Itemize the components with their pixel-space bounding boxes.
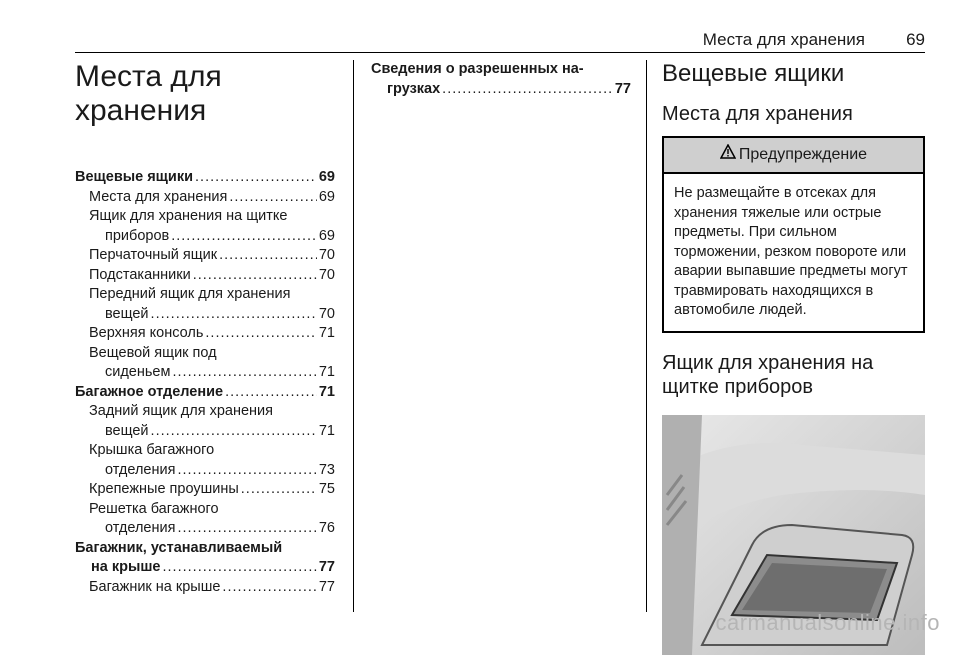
- toc-entry: [75, 246, 335, 266]
- toc-leader-dots: [177, 519, 316, 539]
- toc-entry-text: Перчаточный ящик: [89, 247, 218, 263]
- toc-page-number: 70: [318, 305, 335, 322]
- toc-entry-continuation: приборов: [105, 227, 170, 244]
- toc-entry: [75, 539, 335, 578]
- toc-page-number: 69: [318, 227, 335, 244]
- toc-leader-dots: [219, 246, 317, 266]
- toc-entry: [75, 383, 335, 403]
- toc-column: [75, 60, 335, 597]
- toc-leader-dots: [171, 227, 317, 247]
- toc-entry-text: Сведения о разрешенных на-: [371, 61, 584, 77]
- toc-entry-continuation: вещей: [105, 305, 149, 322]
- toc-page-number: 70: [318, 247, 335, 263]
- toc-entry: [75, 578, 335, 598]
- toc-page-number: 77: [614, 80, 631, 97]
- toc-page-number: 77: [318, 559, 335, 575]
- toc-entry: [75, 285, 335, 324]
- column-divider: [646, 60, 647, 612]
- toc-entry-text: Передний ящик для хранения: [89, 286, 291, 302]
- toc-page-number: 71: [318, 364, 335, 380]
- toc-entry-text: Багажник на крыше: [89, 578, 221, 595]
- toc-page-number: 73: [318, 461, 335, 478]
- table-of-contents-continued: [371, 60, 631, 99]
- toc-entry: [75, 500, 335, 539]
- toc-page-number: 77: [318, 578, 335, 595]
- warning-title: Предупреждение: [738, 146, 868, 163]
- toc-page-number: 69: [318, 188, 335, 205]
- toc-entry-text: Вещевые ящики: [75, 169, 194, 185]
- toc-leader-dots: [442, 80, 613, 100]
- toc-page-number: 71: [318, 422, 335, 439]
- content-column: [662, 60, 925, 655]
- subsection-title: Места для хранения: [662, 103, 853, 125]
- toc-entry-text: Верхняя консоль: [89, 325, 204, 341]
- toc-leader-dots: [151, 422, 317, 442]
- toc-entry: [75, 344, 335, 383]
- toc-entry: [371, 60, 631, 99]
- toc-page-number: 70: [318, 266, 335, 283]
- table-of-contents: [75, 168, 335, 597]
- toc-page-number: 69: [318, 169, 335, 185]
- column-divider: [353, 60, 354, 612]
- toc-entry: [75, 441, 335, 480]
- toc-entry-text: Крепежные проушины: [89, 481, 239, 497]
- toc-entry-text: Решетка багажного: [89, 500, 219, 517]
- toc-entry-text: Задний ящик для хранения: [89, 403, 273, 419]
- toc-entry-text: Места для хранения: [89, 188, 228, 205]
- chapter-title: Места для хранения: [75, 60, 222, 127]
- toc-entry-text: Ящик для хранения на щитке: [89, 208, 288, 224]
- toc-leader-dots: [195, 168, 317, 188]
- toc-entry-text: Багажное отделение: [75, 383, 224, 400]
- toc-leader-dots: [205, 324, 316, 344]
- toc-entry-text: Подстаканники: [89, 266, 191, 283]
- toc-entry: [75, 324, 335, 344]
- toc-page-number: 75: [318, 481, 335, 497]
- toc-leader-dots: [225, 383, 317, 403]
- warning-box: [662, 136, 925, 333]
- toc-entry: [75, 480, 335, 500]
- toc-entry-text: Багажник, устанавливаемый: [75, 539, 283, 556]
- header-title: Места для хранения: [702, 30, 865, 49]
- toc-leader-dots: [241, 480, 317, 500]
- toc-leader-dots: [222, 578, 316, 598]
- toc-leader-dots: [177, 461, 316, 481]
- toc-entry-continuation: отделения: [105, 461, 176, 478]
- subsection-title-2: Ящик для хранения на щитке приборов: [662, 351, 874, 398]
- page-header: [75, 30, 925, 53]
- toc-entry-continuation: на крыше: [91, 559, 161, 575]
- toc-leader-dots: [172, 363, 316, 383]
- toc-entry-continuation: грузках: [387, 80, 441, 97]
- toc-entry-continuation: сиденьем: [105, 364, 171, 380]
- toc-entry-text: Крышка багажного: [89, 442, 215, 458]
- toc-entry-continuation: вещей: [105, 422, 149, 439]
- toc-page-number: 76: [318, 520, 335, 536]
- toc-page-number: 71: [318, 325, 335, 341]
- toc-entry: [75, 188, 335, 208]
- toc-entry: [75, 168, 335, 188]
- toc-entry-text: Вещевой ящик под: [89, 344, 217, 361]
- toc-entry-continuation: отделения: [105, 520, 176, 536]
- page-number: 69: [906, 30, 925, 49]
- toc-entry: [75, 266, 335, 286]
- warning-header: [664, 138, 923, 174]
- toc-leader-dots: [151, 305, 317, 325]
- section-title: Вещевые ящики: [662, 60, 845, 87]
- watermark: carmanualsonline.info: [715, 610, 940, 635]
- toc-entry: [75, 207, 335, 246]
- toc-page-number: 71: [318, 383, 335, 400]
- toc-leader-dots: [193, 266, 317, 286]
- warning-triangle-icon: [720, 138, 736, 172]
- toc-leader-dots: [229, 188, 317, 208]
- toc-leader-dots: [163, 558, 317, 578]
- toc-entry: [75, 402, 335, 441]
- warning-text: Не размещайте в отсеках для хранения тяжелые или острые предметы. При сильном торможении, резком повороте или аварии выпавшие предметы могут травмировать находящихся в автомобиле людей.: [674, 185, 908, 318]
- toc-column-2: [371, 60, 631, 99]
